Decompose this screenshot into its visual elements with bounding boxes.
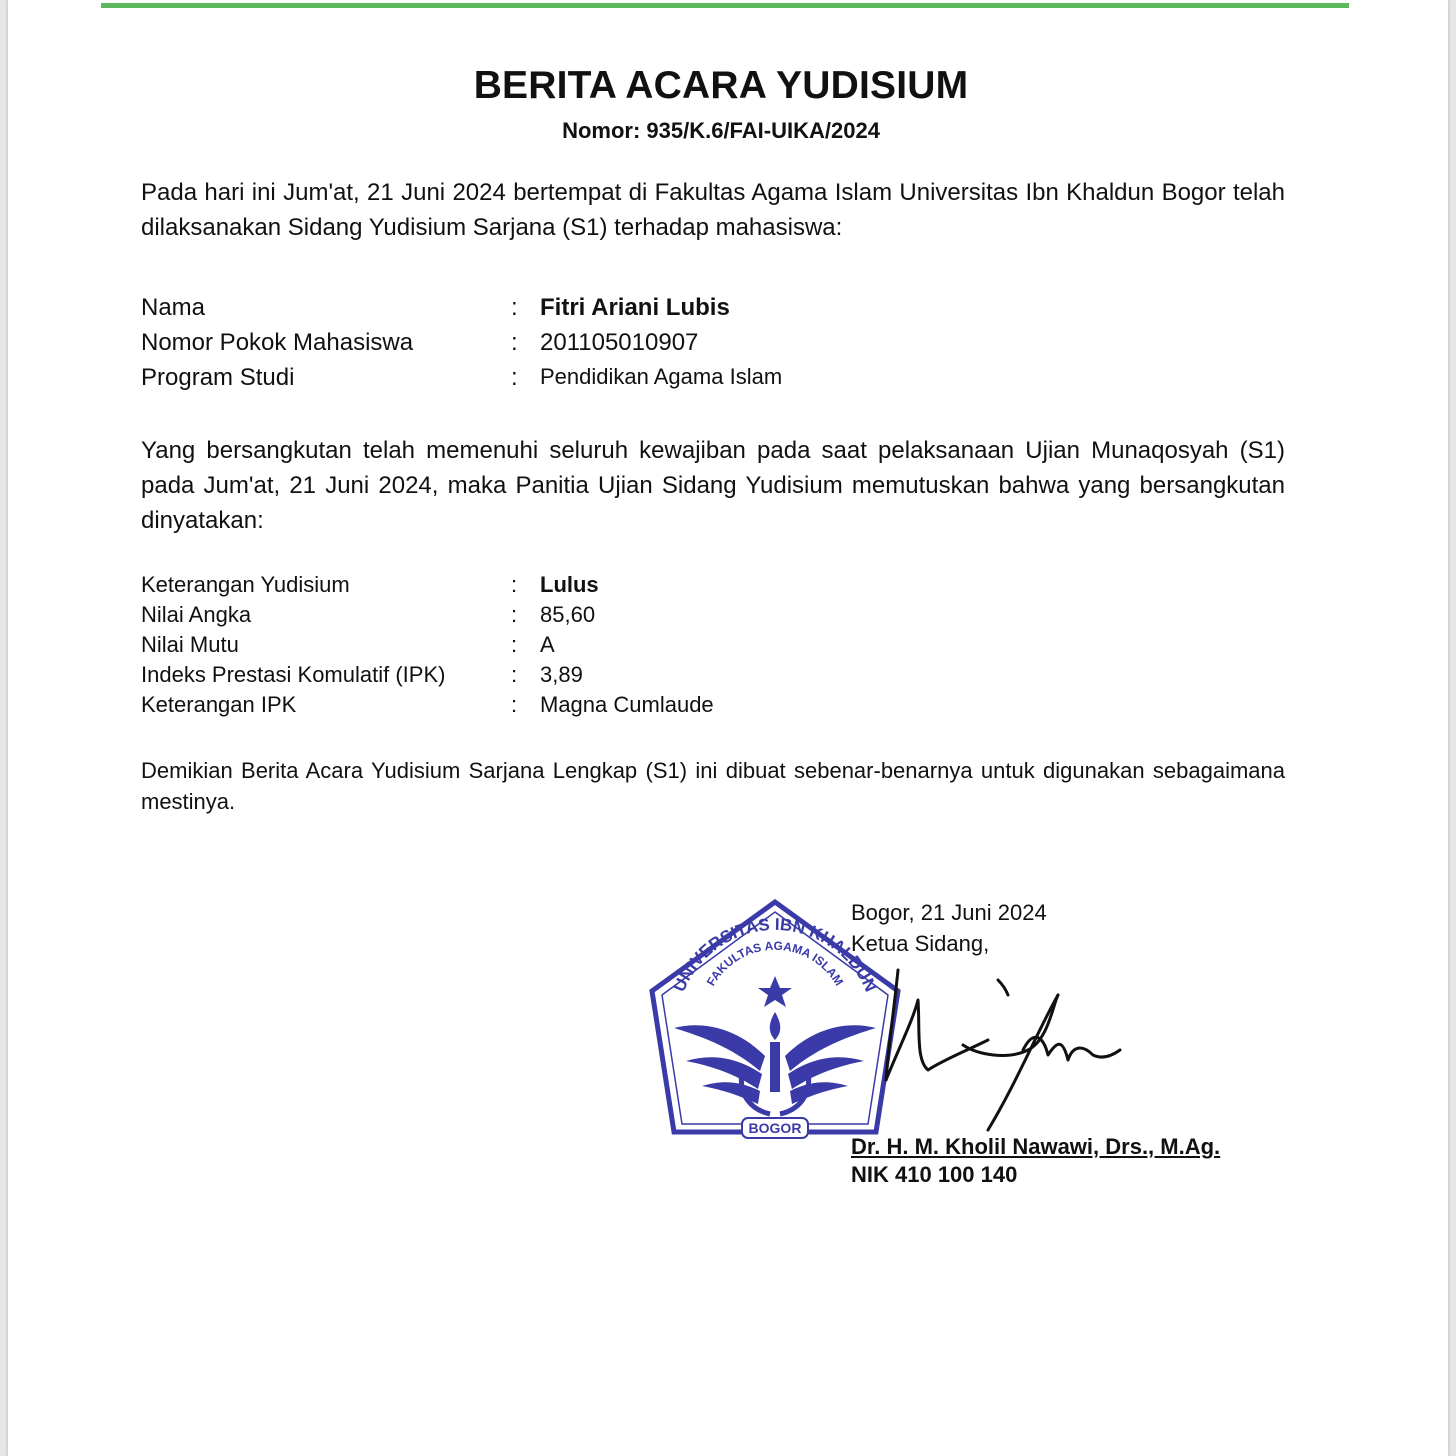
- result-row: [141, 662, 1041, 692]
- signatory-name: Dr. H. M. Kholil Nawawi, Drs., M.Ag.: [851, 1134, 1221, 1159]
- student-name-value: Fitri Ariani Lubis: [540, 294, 730, 321]
- ipk-description-value: Magna Cumlaude: [540, 692, 714, 717]
- field-label: Nilai Mutu: [141, 632, 239, 657]
- seal-top-text: UNIVERSITAS IBN KHALDUN: [669, 914, 881, 995]
- student-row-npm: [141, 329, 1041, 364]
- nilai-mutu-value: A: [540, 632, 555, 657]
- field-colon: :: [511, 364, 518, 391]
- result-row: [141, 602, 1041, 632]
- seal-bottom-text: BOGOR: [748, 1120, 802, 1136]
- field-label: Keterangan Yudisium: [141, 572, 350, 597]
- result-row: [141, 632, 1041, 662]
- field-colon: :: [511, 602, 518, 627]
- signature-place-date: Bogor, 21 Juni 2024: [851, 900, 1047, 925]
- student-npm-value: 201105010907: [540, 329, 699, 356]
- yudisium-status-value: Lulus: [540, 572, 599, 597]
- closing-paragraph: Demikian Berita Acara Yudisium Sarjana Lengkap (S1) ini dibuat sebenar-benarnya untuk digunakan sebagaimana mestinya.: [141, 758, 1285, 814]
- decision-paragraph: Yang bersangkutan telah memenuhi seluruh kewajiban pada saat pelaksanaan Ujian Munaqosyah (S1) pada Jum'at, 21 Juni 2024, maka Panitia Ujian Sidang Yudisium memutuskan bahwa yang bersangkutan dinyatakan:: [141, 437, 1285, 534]
- student-row-name: [141, 294, 1041, 329]
- signature-block: [851, 897, 1047, 959]
- handwritten-signature: [858, 960, 1158, 1160]
- field-label: Program Studi: [141, 364, 295, 391]
- student-info: [141, 294, 1041, 399]
- intro-paragraph: Pada hari ini Jum'at, 21 Juni 2024 bertempat di Fakultas Agama Islam Universitas Ibn Khaldun Bogor telah dilaksanakan Sidang Yudisium Sarjana (S1) terhadap mahasiswa:: [141, 179, 1285, 241]
- field-label: Nomor Pokok Mahasiswa: [141, 329, 414, 356]
- top-green-rule: [101, 3, 1349, 8]
- nilai-angka-value: 85,60: [540, 602, 596, 627]
- result-row: [141, 692, 1041, 722]
- field-colon: :: [511, 692, 518, 717]
- document-number: Nomor: 935/K.6/FAI-UIKA/2024: [562, 118, 880, 143]
- field-colon: :: [511, 632, 518, 657]
- signature-role: Ketua Sidang,: [851, 931, 990, 956]
- field-label: Indeks Prestasi Komulatif (IPK): [141, 662, 446, 687]
- field-label: Nilai Angka: [141, 602, 252, 627]
- field-colon: :: [511, 572, 518, 597]
- ipk-value: 3,89: [540, 662, 583, 687]
- student-row-program: [141, 364, 1041, 399]
- document-page: [8, 0, 1448, 1456]
- field-colon: :: [511, 662, 518, 687]
- document-title: BERITA ACARA YUDISIUM: [473, 64, 969, 107]
- seal-inner-text: FAKULTAS AGAMA ISLAM: [703, 938, 847, 989]
- field-label: Keterangan IPK: [141, 692, 297, 717]
- signatory-nik: NIK 410 100 140: [851, 1162, 1018, 1187]
- student-program-value: Pendidikan Agama Islam: [540, 364, 783, 389]
- yudisium-results: [141, 572, 1041, 722]
- field-colon: :: [511, 294, 518, 321]
- field-label: Nama: [141, 294, 206, 321]
- field-colon: :: [511, 329, 518, 356]
- result-row: [141, 572, 1041, 602]
